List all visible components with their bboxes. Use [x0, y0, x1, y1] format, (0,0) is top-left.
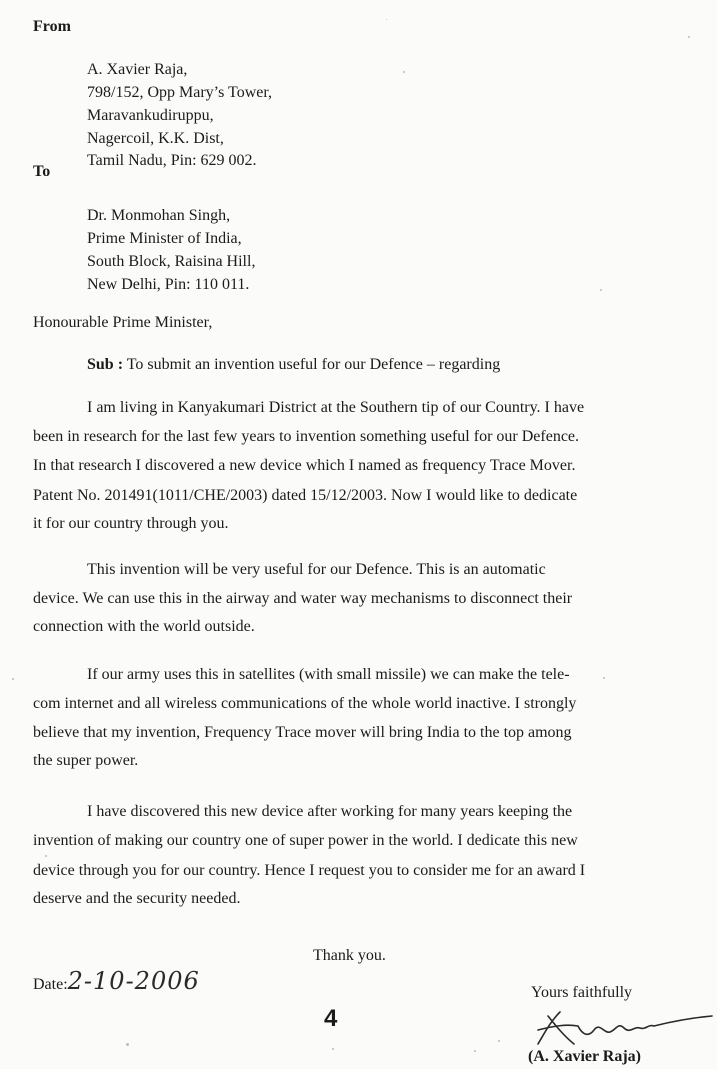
recipient-address-line: South Block, Raisina Hill, — [87, 253, 256, 270]
subject-text: To submit an invention useful for our Defence – regarding — [126, 356, 501, 373]
paragraph-line: This invention will be very useful for our Defence. This is an automatic — [87, 561, 546, 578]
paragraph-line: connection with the world outside. — [33, 618, 255, 635]
paragraph-line: it for our country through you. — [33, 515, 229, 532]
from-label: From — [33, 18, 71, 35]
page-number: 4 — [324, 1005, 338, 1032]
subject-line — [87, 355, 500, 375]
scan-speck — [474, 1050, 476, 1052]
scan-speck — [498, 1040, 500, 1042]
paragraph-line: I am living in Kanyakumari District at the Southern tip of our Country. I have — [87, 399, 585, 416]
sender-address-line: Nagercoil, K.K. Dist, — [87, 130, 224, 147]
signatory-name: (A. Xavier Raja) — [528, 1048, 642, 1065]
paragraph-line: deserve and the security needed. — [33, 890, 241, 907]
paragraph-line: Patent No. 201491(1011/CHE/2003) dated 15/12/2003. Now I would like to dedicate — [33, 487, 578, 504]
paragraph-line: invention of making our country one of super power in the world. I dedicate this new — [33, 832, 578, 849]
paragraph-line: been in research for the last few years to invention something useful for our Defence. — [33, 428, 580, 445]
thank-you: Thank you. — [313, 947, 386, 964]
date-value: 2-10-2006 — [67, 967, 200, 995]
yours-faithfully: Yours faithfully — [531, 984, 633, 1001]
signature-image — [530, 1004, 717, 1052]
scan-speck — [600, 289, 602, 291]
recipient-address-line: Prime Minister of India, — [87, 230, 242, 247]
subject-label: Sub : — [87, 356, 124, 373]
paragraph-line: In that research I discovered a new device which I named as frequency Trace Mover. — [33, 457, 576, 474]
date-label: Date: — [33, 976, 68, 993]
paragraph-line: believe that my invention, Frequency Trace mover will bring India to the top among — [33, 724, 572, 741]
scan-speck — [332, 1048, 334, 1050]
scan-speck — [45, 855, 47, 857]
sender-address-line: A. Xavier Raja, — [87, 61, 188, 78]
scan-speck — [688, 36, 690, 38]
sender-address-line: Tamil Nadu, Pin: 629 002. — [87, 152, 257, 169]
salutation: Honourable Prime Minister, — [33, 314, 213, 331]
scan-speck — [403, 71, 405, 73]
scan-speck — [603, 677, 605, 679]
paragraph-line: device. We can use this in the airway and water way mechanisms to disconnect their — [33, 590, 573, 607]
sender-address-line: Maravankudiruppu, — [87, 107, 214, 124]
scan-speck — [126, 1043, 129, 1046]
paragraph-line: com internet and all wireless communications of the whole world inactive. I strongly — [33, 695, 577, 712]
scan-speck — [12, 678, 14, 680]
recipient-address-line: Dr. Monmohan Singh, — [87, 207, 231, 224]
scan-speck — [386, 19, 387, 20]
paragraph-line: device through you for our country. Hence I request you to consider me for an award I — [33, 862, 586, 879]
date-block — [33, 966, 200, 996]
paragraph-line: the super power. — [33, 752, 139, 769]
sender-address-line: 798/152, Opp Mary’s Tower, — [87, 84, 273, 101]
recipient-address-line: New Delhi, Pin: 110 011. — [87, 276, 250, 293]
to-label: To — [33, 163, 51, 180]
paragraph-line: I have discovered this new device after working for many years keeping the — [87, 803, 573, 820]
paragraph-line: If our army uses this in satellites (with small missile) we can make the tele- — [87, 666, 570, 683]
